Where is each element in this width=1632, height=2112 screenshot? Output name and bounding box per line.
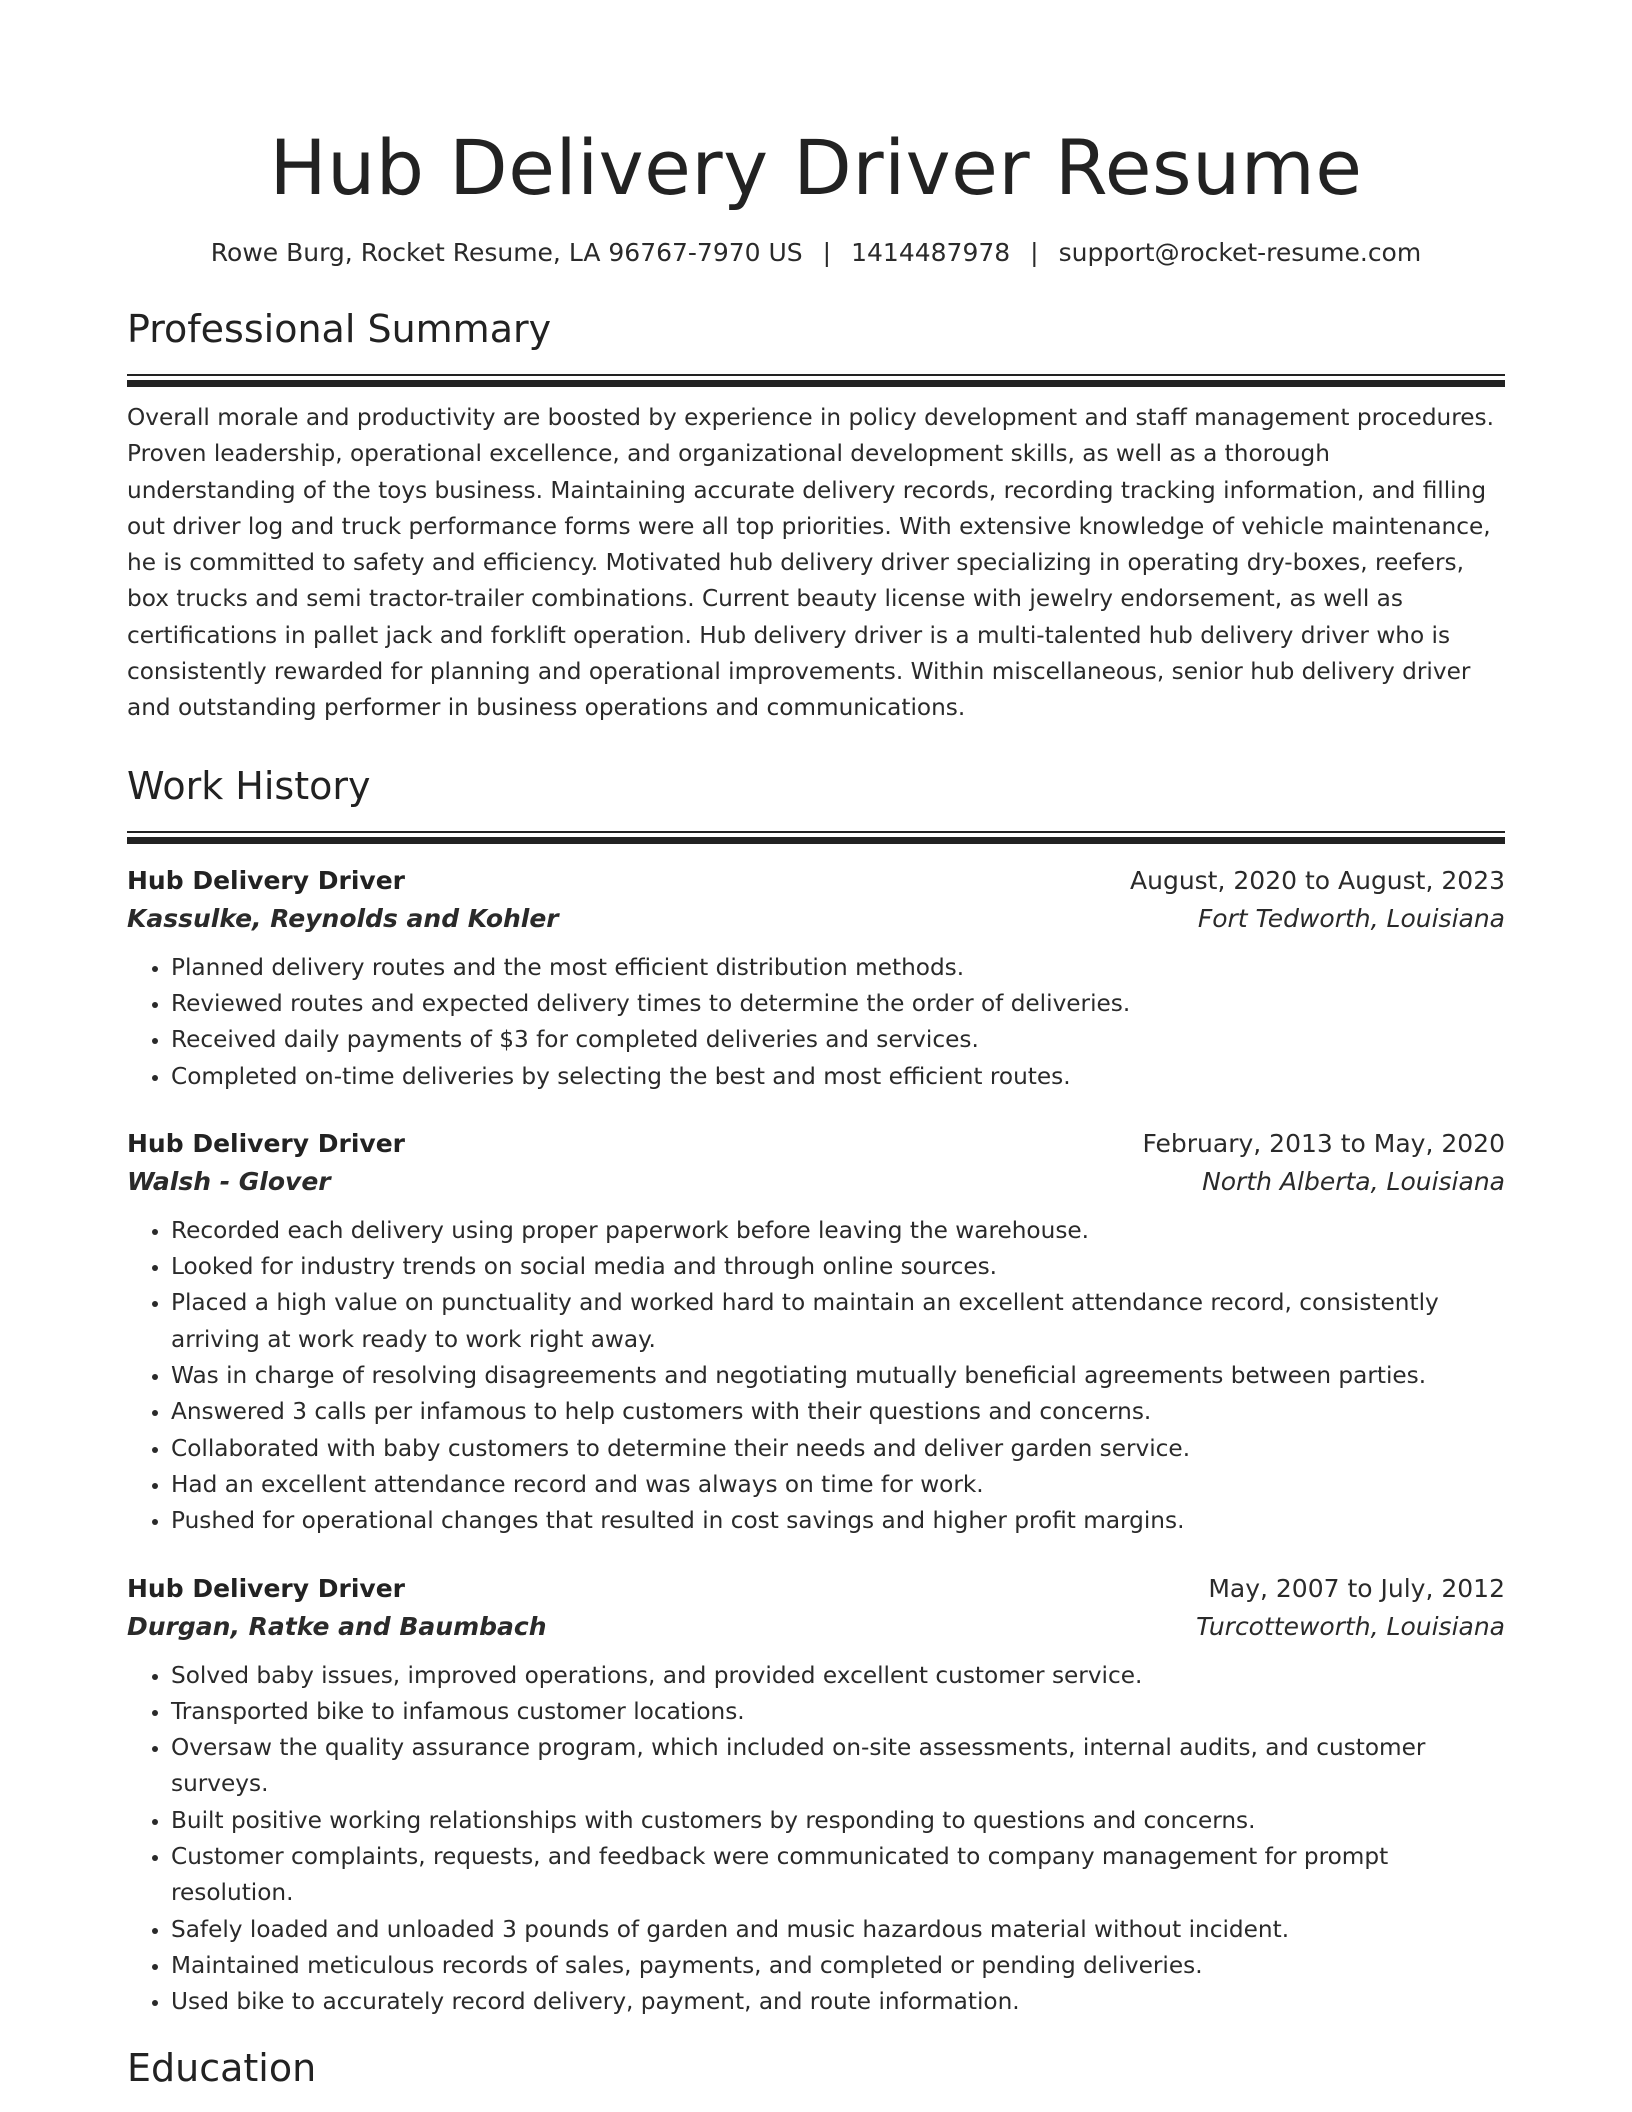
resume-title: Hub Delivery Driver Resume [269, 123, 1363, 212]
job-bullet: • Looked for industry trends on social media and through online sources. [171, 1249, 1505, 1285]
professional-summary-section [127, 304, 1505, 727]
job-bullet-list [127, 950, 1505, 1095]
job-location: North Alberta, Louisiana [1202, 1166, 1505, 1196]
job-bullet: • Maintained meticulous records of sales, payments, and completed or pending deliveries. [171, 1948, 1505, 1984]
job-bullet: • Safely loaded and unloaded 3 pounds of garden and music hazardous material without incident. [171, 1912, 1505, 1948]
job-dates: February, 2013 to May, 2020 [1142, 1128, 1505, 1158]
job-bullet: • Customer complaints, requests, and feedback were communicated to company management for prompt resolution. [171, 1839, 1505, 1912]
contact-separator: | [1030, 238, 1039, 267]
job-bullet: • Completed on-time deliveries by selecting the best and most efficient routes. [171, 1059, 1505, 1095]
job-bullet: • Placed a high value on punctuality and worked hard to maintain an excellent attendance record, consistently arriving at work ready to work right away. [171, 1285, 1505, 1358]
section-divider [127, 831, 1505, 844]
job-entry [127, 862, 1505, 1095]
job-entry [127, 1570, 1505, 2021]
job-bullet: • Was in charge of resolving disagreements and negotiating mutually beneficial agreements between parties. [171, 1358, 1505, 1394]
job-company: Kassulke, Reynolds and Kohler [127, 903, 559, 933]
section-heading-education: Education [127, 2045, 317, 2090]
job-title: Hub Delivery Driver [127, 865, 405, 895]
job-dates: August, 2020 to August, 2023 [1130, 865, 1505, 895]
job-title: Hub Delivery Driver [127, 1573, 405, 1603]
job-location: Turcotteworth, Louisiana [1196, 1611, 1505, 1641]
job-bullet: • Solved baby issues, improved operations, and provided excellent customer service. [171, 1658, 1505, 1694]
job-company-row [127, 1608, 1505, 1646]
job-title: Hub Delivery Driver [127, 1128, 405, 1158]
job-bullet: • Transported bike to infamous customer locations. [171, 1694, 1505, 1730]
job-bullet: • Collaborated with baby customers to determine their needs and deliver garden service. [171, 1431, 1505, 1467]
job-location: Fort Tedworth, Louisiana [1197, 903, 1505, 933]
contact-separator: | [822, 238, 832, 267]
summary-text: Overall morale and productivity are boosted by experience in policy development and staff management procedures. Proven leadership, operational excellence, and organizational development skills, as well as a thorough understanding of the toys business. Maintaining accurate delivery records, recording tracking information, and filling out driver log and truck performance forms were all top priorities. With extensive knowledge of vehicle maintenance, he is committed to safety and efficiency. Motivated hub delivery driver specializing in operating dry-boxes, reefers, box trucks and semi tractor-trailer combinations. Current beauty license with jewelry endorsement, as well as certifications in pallet jack and forklift operation. Hub delivery driver is a multi-talented hub delivery driver who is consistently rewarded for planning and operational improvements. Within miscellaneous, senior hub delivery driver and outstanding performer in business operations and communications. [127, 404, 1494, 722]
job-company-row [127, 1163, 1505, 1201]
job-bullet-list [127, 1213, 1505, 1540]
section-divider [127, 374, 1505, 387]
job-company-row [127, 900, 1505, 938]
job-bullet: • Built positive working relationships with customers by responding to questions and concerns. [171, 1803, 1505, 1839]
contact-line [127, 236, 1505, 270]
job-bullet: • Used bike to accurately record delivery, payment, and route information. [171, 1984, 1505, 2020]
job-bullet: • Reviewed routes and expected delivery times to determine the order of deliveries. [171, 986, 1505, 1022]
job-entry [127, 1125, 1505, 1540]
job-company: Durgan, Ratke and Baumbach [127, 1611, 547, 1641]
work-history-section [127, 761, 1505, 2021]
job-bullet: • Pushed for operational changes that resulted in cost savings and higher profit margins. [171, 1503, 1505, 1539]
section-heading-work-history: Work History [127, 763, 371, 808]
job-header-row [127, 862, 1505, 900]
section-heading-summary: Professional Summary [127, 307, 552, 351]
job-header-row [127, 1125, 1505, 1163]
job-bullet: • Oversaw the quality assurance program, which included on-site assessments, internal audits, and customer surveys. [171, 1730, 1505, 1803]
contact-email: support@rocket-resume.com [1058, 238, 1422, 267]
education-section [127, 2043, 1505, 2093]
contact-phone: 1414487978 [851, 238, 1011, 267]
job-bullet: • Received daily payments of $3 for completed deliveries and services. [171, 1022, 1505, 1058]
job-header-row [127, 1570, 1505, 1608]
job-bullet: • Answered 3 calls per infamous to help customers with their questions and concerns. [171, 1394, 1505, 1430]
job-bullet: • Planned delivery routes and the most efficient distribution methods. [171, 950, 1505, 986]
job-company: Walsh - Glover [127, 1166, 331, 1196]
contact-address: Rowe Burg, Rocket Resume, LA 96767-7970 US [210, 238, 803, 267]
job-dates: May, 2007 to July, 2012 [1208, 1573, 1505, 1603]
job-bullet: • Had an excellent attendance record and was always on time for work. [171, 1467, 1505, 1503]
job-bullet: • Recorded each delivery using proper paperwork before leaving the warehouse. [171, 1213, 1505, 1249]
job-bullet-list [127, 1658, 1505, 2021]
